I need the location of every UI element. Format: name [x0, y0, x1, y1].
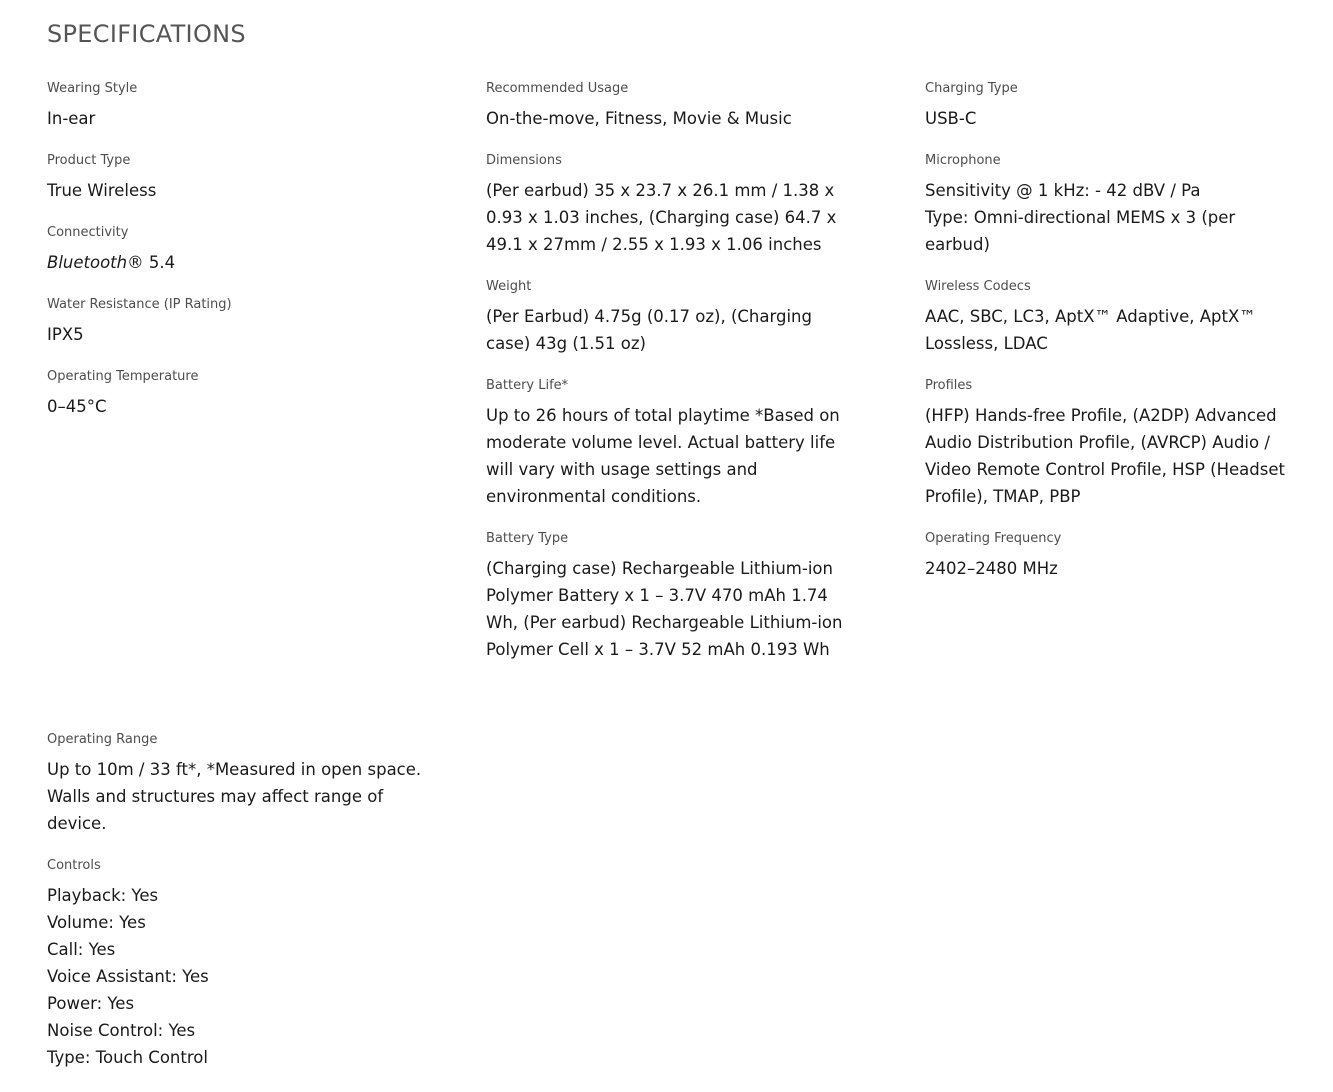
spec-label: Weight — [486, 279, 532, 294]
spec-label: Charging Type — [925, 81, 1018, 96]
control-call: Call: Yes — [47, 940, 116, 959]
spec-operating-frequency — [925, 530, 1295, 582]
spec-value: IPX5 — [47, 325, 84, 344]
control-noise-control: Noise Control: Yes — [47, 1021, 196, 1040]
spec-value — [47, 882, 427, 1071]
spec-label: Recommended Usage — [486, 81, 629, 96]
spec-wireless-codecs — [925, 278, 1295, 357]
spec-value: 2402–2480 MHz — [925, 559, 1058, 578]
spec-product-type — [47, 152, 427, 204]
spec-value: (Per earbud) 35 x 23.7 x 26.1 mm / 1.38 x 0.93 x 1.03 inches, (Charging case) 64.7 x 49.1 x 27mm / 2.55 x 1.93 x 1.06 inches — [486, 181, 837, 254]
spec-weight — [486, 278, 846, 357]
spec-value — [47, 249, 427, 276]
spec-profiles — [925, 377, 1295, 510]
spec-value: 0–45°C — [47, 397, 107, 416]
spec-battery-type — [486, 530, 846, 663]
spec-value: Up to 26 hours of total playtime *Based on moderate volume level. Actual battery life will vary with usage settings and environmental conditions. — [486, 406, 840, 506]
spec-microphone — [925, 152, 1295, 258]
spec-label: Battery Life* — [486, 378, 569, 393]
spec-value — [925, 177, 1295, 258]
spec-value: (Charging case) Rechargeable Lithium-ion Polymer Battery x 1 – 3.7V 470 mAh 1.74 Wh, (Per earbud) Rechargeable Lithium-ion Polymer Cell x 1 – 3.7V 52 mAh 0.193 Wh — [486, 559, 843, 659]
spec-value: True Wireless — [47, 181, 157, 200]
spec-lower-row — [47, 731, 427, 1091]
spec-controls — [47, 857, 427, 1071]
spec-value: In-ear — [47, 109, 96, 128]
control-playback: Playback: Yes — [47, 886, 159, 905]
spec-label: Profiles — [925, 378, 973, 393]
control-volume: Volume: Yes — [47, 913, 146, 932]
spec-value: AAC, SBC, LC3, AptX™ Adaptive, AptX™ Lossless, LDAC — [925, 307, 1256, 353]
page-title: SPECIFICATIONS — [47, 20, 246, 48]
spec-label: Battery Type — [486, 531, 569, 546]
spec-operating-temperature — [47, 368, 427, 420]
spec-column-3 — [925, 80, 1295, 602]
spec-wearing-style — [47, 80, 427, 132]
spec-label: Wearing Style — [47, 81, 138, 96]
spec-label: Connectivity — [47, 225, 129, 240]
spec-value: Up to 10m / 33 ft*, *Measured in open space. Walls and structures may affect range of device. — [47, 760, 422, 833]
bluetooth-version: ® 5.4 — [127, 253, 176, 272]
spec-value: On-the-move, Fitness, Movie & Music — [486, 109, 792, 128]
spec-connectivity — [47, 224, 427, 276]
spec-label: Controls — [47, 858, 101, 873]
control-power: Power: Yes — [47, 994, 135, 1013]
control-voice-assistant: Voice Assistant: Yes — [47, 967, 209, 986]
microphone-sensitivity: Sensitivity @ 1 kHz: - 42 dBV / Pa — [925, 181, 1201, 200]
microphone-type: Type: Omni-directional MEMS x 3 (per earbud) — [925, 208, 1236, 254]
spec-label: Product Type — [47, 153, 131, 168]
spec-label: Wireless Codecs — [925, 279, 1031, 294]
spec-water-resistance — [47, 296, 427, 348]
spec-label: Operating Range — [47, 732, 158, 747]
spec-operating-range — [47, 731, 427, 837]
spec-label: Operating Frequency — [925, 531, 1062, 546]
spec-label: Operating Temperature — [47, 369, 199, 384]
spec-label: Dimensions — [486, 153, 562, 168]
spec-charging-type — [925, 80, 1295, 132]
spec-value: (Per Earbud) 4.75g (0.17 oz), (Charging case) 43g (1.51 oz) — [486, 307, 812, 353]
spec-value: (HFP) Hands-free Profile, (A2DP) Advanced Audio Distribution Profile, (AVRCP) Audio / Video Remote Control Profile, HSP (Headset Profile), TMAP, PBP — [925, 406, 1285, 506]
control-type: Type: Touch Control — [47, 1048, 208, 1067]
spec-dimensions — [486, 152, 846, 258]
bluetooth-wordmark: Bluetooth — [47, 253, 128, 272]
spec-value: USB-C — [925, 109, 977, 128]
spec-label: Water Resistance (IP Rating) — [47, 297, 232, 312]
spec-label: Microphone — [925, 153, 1001, 168]
spec-column-2 — [486, 80, 846, 683]
spec-column-1 — [47, 80, 427, 440]
spec-battery-life — [486, 377, 846, 510]
spec-recommended-usage — [486, 80, 846, 132]
